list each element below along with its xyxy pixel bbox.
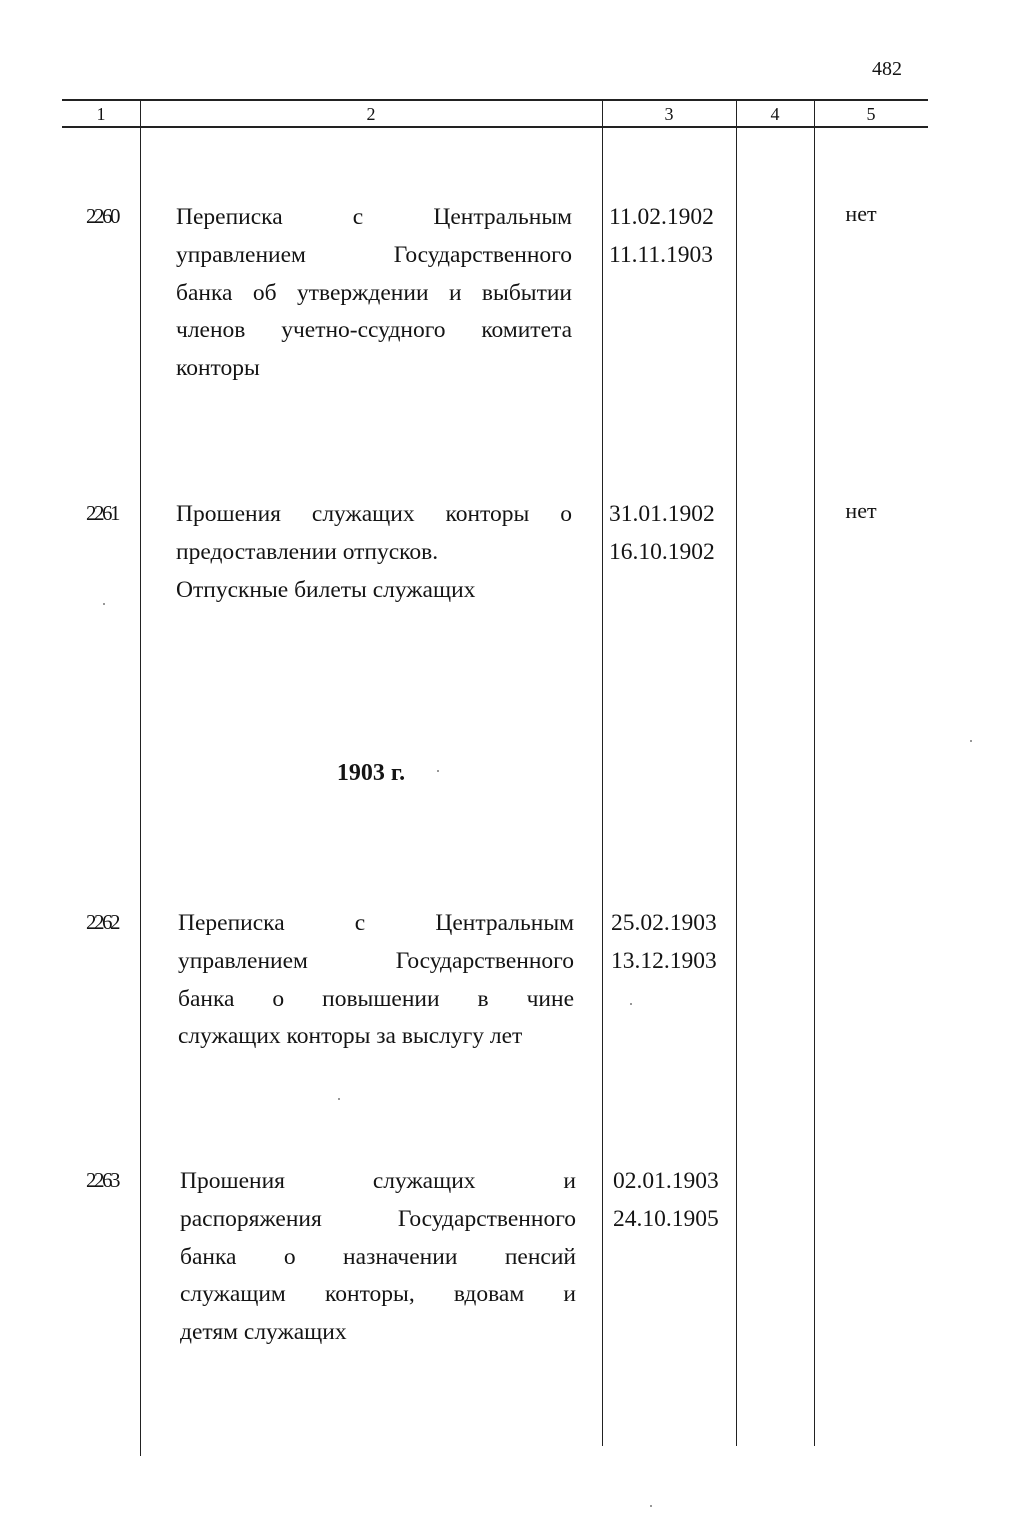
- description-line: Переписка с Центральным: [176, 204, 572, 230]
- description-line: Отпускные билеты служащих: [176, 576, 476, 603]
- entry-number: 2262: [86, 910, 118, 934]
- entry-dates: [609, 496, 733, 572]
- date-start: 11.02.1902: [609, 204, 714, 230]
- scan-speck: [103, 603, 105, 605]
- scan-speck: [630, 1003, 632, 1005]
- entry-dates: [613, 1163, 737, 1239]
- entry-note: нет: [845, 498, 877, 523]
- entry-description: [176, 496, 572, 609]
- scan-speck: [338, 1098, 340, 1100]
- column-divider-3: [736, 100, 737, 1446]
- column-header-2: 2: [366, 104, 376, 124]
- description-line: членов учетно-ссудного комитета: [176, 317, 572, 344]
- entry-description: [178, 905, 574, 1056]
- date-start: 31.01.1902: [609, 501, 715, 527]
- entry-number: 2260: [86, 204, 118, 228]
- column-divider-2: [602, 100, 603, 1446]
- description-line: Прошения служащих конторы о: [176, 501, 572, 527]
- date-end: 24.10.1905: [613, 1205, 719, 1232]
- description-line: распоряжения Государственного: [180, 1205, 576, 1232]
- description-line: предоставлении отпусков.: [176, 538, 439, 565]
- entry-note: нет: [845, 201, 877, 226]
- column-header-4: 4: [770, 104, 780, 124]
- scan-speck: [437, 770, 439, 772]
- scan-speck: [970, 740, 972, 742]
- description-line: управлением Государственного: [178, 947, 574, 974]
- description-line: конторы: [176, 355, 260, 382]
- description-line: служащим конторы, вдовам и: [180, 1281, 576, 1308]
- date-end: 11.11.1903: [609, 241, 714, 268]
- entry-dates: [609, 199, 733, 275]
- column-header-3: 3: [664, 104, 674, 124]
- table-top-rule: [62, 99, 928, 101]
- date-end: 13.12.1903: [611, 947, 717, 974]
- scan-speck: [650, 1505, 652, 1507]
- description-line: детям служащих: [180, 1319, 347, 1346]
- description-line: банка о повышении в чине: [178, 985, 574, 1012]
- description-line: банка об утверждении и выбытии: [176, 279, 572, 306]
- date-start: 25.02.1903: [611, 910, 717, 936]
- description-line: Прошения служащих и: [180, 1168, 576, 1194]
- description-line: служащих конторы за выслугу лет: [178, 1023, 523, 1050]
- column-header-1: 1: [96, 104, 106, 124]
- column-divider-4: [814, 100, 815, 1446]
- date-start: 02.01.1903: [613, 1168, 719, 1194]
- page-number: 482: [872, 58, 902, 80]
- description-line: Переписка с Центральным: [178, 910, 574, 936]
- entry-number: 2263: [86, 1168, 118, 1192]
- column-header-5: 5: [866, 104, 876, 124]
- entry-number: 2261: [86, 501, 118, 525]
- year-heading: 1903 г.: [336, 760, 406, 786]
- entry-description: [176, 199, 572, 388]
- entry-description: [180, 1163, 576, 1352]
- header-bottom-rule: [62, 126, 928, 128]
- description-line: банка о назначении пенсий: [180, 1243, 576, 1270]
- entry-dates: [611, 905, 735, 981]
- date-end: 16.10.1902: [609, 538, 715, 565]
- description-line: управлением Государственного: [176, 241, 572, 268]
